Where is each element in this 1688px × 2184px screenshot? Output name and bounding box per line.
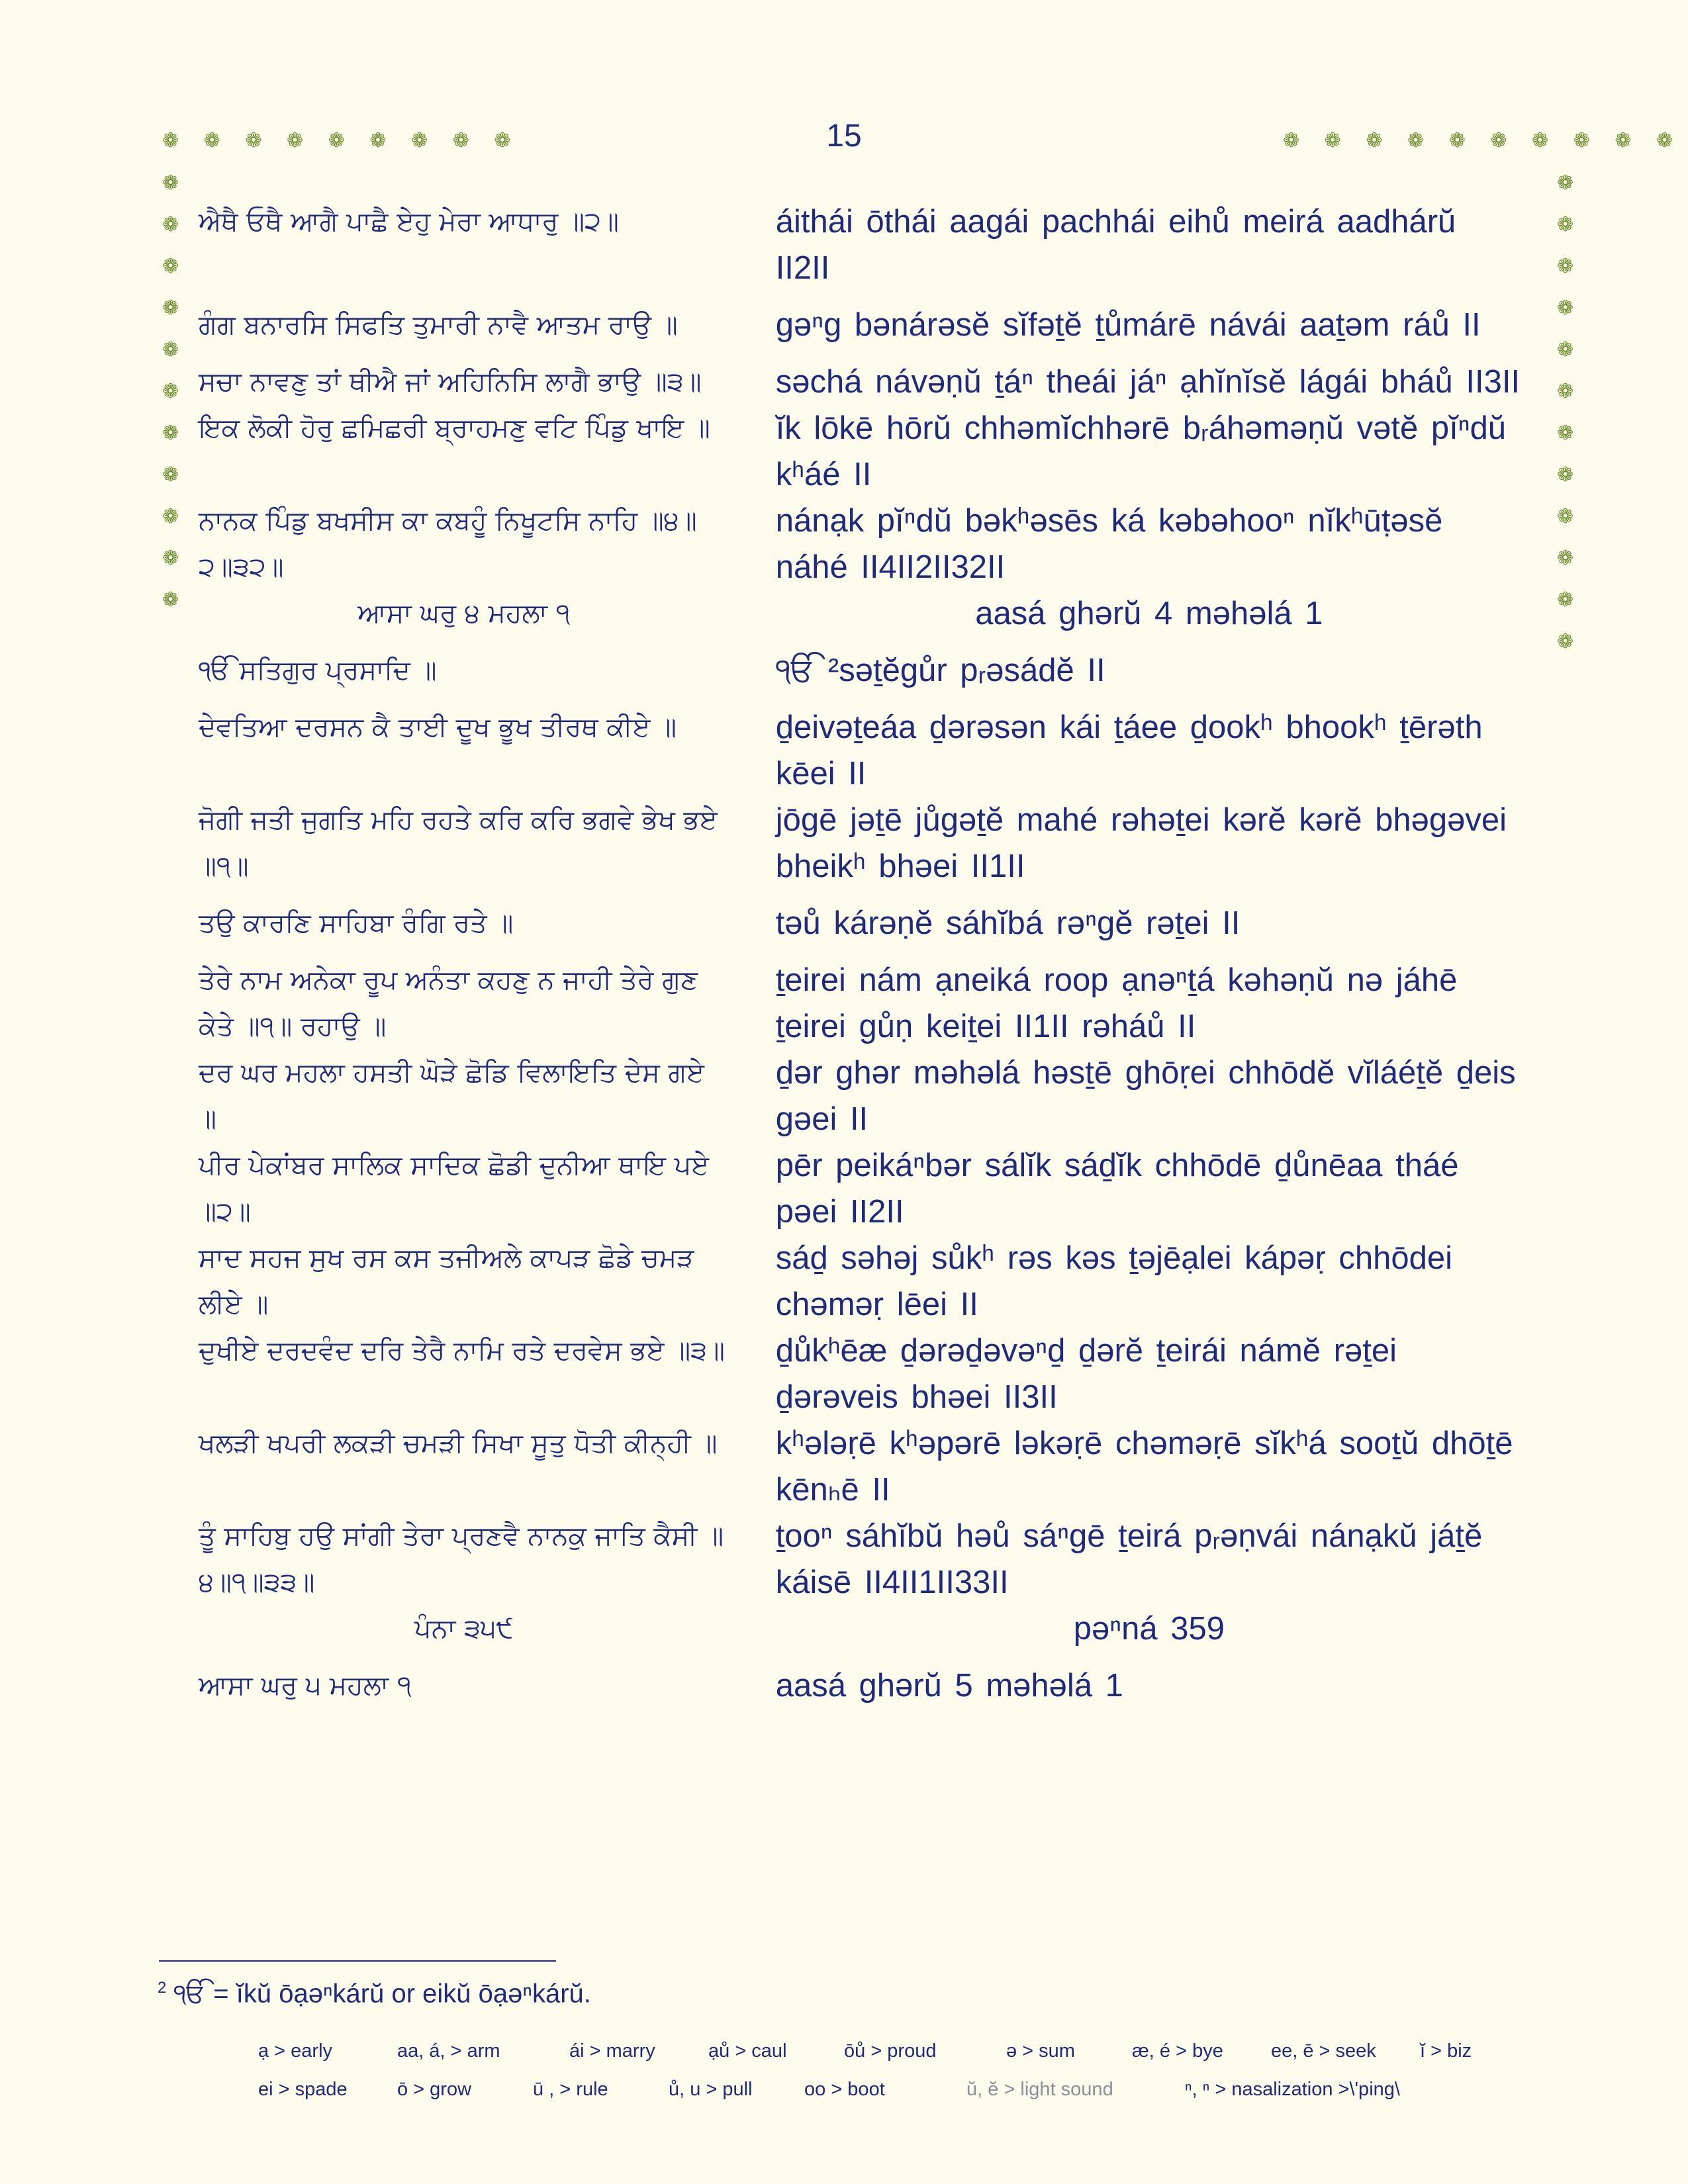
- verse-row: [199, 704, 1523, 797]
- ornament-icon: ❁: [1557, 213, 1574, 236]
- transliteration-text: nánạk pĭⁿdŭ bəkʰəsēs ká kəbəhooⁿ nĭkʰūṭəsĕ náhé II4II2II32II: [775, 503, 1443, 585]
- transliteration-heading: pəⁿná 359: [1073, 1611, 1225, 1647]
- transliteration-text: təů kárəṇĕ sáhĭbá rəⁿgĕ rəṯei II: [775, 905, 1241, 941]
- verse-table: [199, 199, 1523, 1709]
- verse-row: [199, 199, 1523, 291]
- legend-item: ōů > proud: [844, 2040, 937, 2062]
- gurmukhi-text: ਪੀਰ ਪੇਕਾਂਬਰ ਸਾਲਿਕ ਸਾਦਿਕ ਛੋਡੀ ਦੁਨੀਆ ਥਾਇ ਪਏ ॥੨॥: [199, 1150, 710, 1227]
- ornament-icon: ❁: [162, 255, 179, 278]
- ornament-row-top-left: ❁ ❁ ❁ ❁ ❁ ❁ ❁ ❁ ❁: [162, 129, 520, 152]
- transliteration-text: səchá návəṇŭ ṯáⁿ theái jáⁿ ạhĭnĭsĕ lágái bháů II3II: [775, 364, 1521, 400]
- transliteration-text: ḏər ghər məhəlá həsṯē ghōṛei chhōdĕ vĭláéṯĕ ḏeis gəei II: [775, 1055, 1516, 1137]
- legend-item: ū , > rule: [533, 2078, 608, 2100]
- transliteration-text: ṯooⁿ sáhĭbŭ həů sáⁿgē ṯeirá pᵣəṇvái nánạkŭ jáṯĕ káisē II4II1II33II: [775, 1518, 1483, 1600]
- legend-item: ĭ > biz: [1420, 2040, 1472, 2062]
- legend-item: ⁿ, ⁿ > nasalization >\'ping\: [1185, 2078, 1400, 2100]
- ornament-icon: ❁: [1557, 296, 1574, 320]
- ornament-icon: ❁: [1557, 380, 1574, 403]
- ornament-icon: ❁: [162, 505, 179, 528]
- gurmukhi-text: ਤੇਰੇ ਨਾਮ ਅਨੇਕਾ ਰੂਪ ਅਨੰਤਾ ਕਹਣੁ ਨ ਜਾਹੀ ਤੇਰੇ ਗੁਣ ਕੇਤੇ ॥੧॥ ਰਹਾਉ ॥: [199, 965, 698, 1042]
- ornament-icon: ❁: [1557, 505, 1574, 528]
- ornament-icon: ❁: [162, 213, 179, 236]
- transliteration-text: ĭk lōkē hōrŭ chhəmĭchhərē bᵣáhəməṇŭ vətĕ pĭⁿdŭ kʰáé II: [775, 410, 1507, 492]
- transliteration-text: kʰələṛē kʰəpərē ləkəṛē chəməṛē sĭkʰá sooṯŭ dhōṯē kēnₕē II: [775, 1426, 1513, 1508]
- verse-row: [199, 1142, 1523, 1235]
- transliteration-text: jōgē jəṯē jůgəṯĕ mahé rəhəṯei kərĕ kərĕ bhəgəvei bheikʰ bhəei II1II: [775, 802, 1507, 884]
- gurmukhi-text: ਸਚਾ ਨਾਵਣੁ ਤਾਂ ਥੀਐ ਜਾਂ ਅਹਿਨਿਸਿ ਲਾਗੈ ਭਾਉ ॥੩॥: [199, 367, 702, 397]
- ornament-icon: ❁: [162, 380, 179, 403]
- verse-row: [199, 302, 1523, 348]
- gurmukhi-text: ਆਸਾ ਘਰੁ ੫ ਮਹਲਾ ੧: [199, 1670, 412, 1701]
- ornament-icon: ❁: [162, 296, 179, 320]
- verse-row: [199, 900, 1523, 946]
- footnote: [158, 1979, 591, 2009]
- legend-item: ạů > caul: [708, 2040, 787, 2062]
- verse-row: [199, 647, 1523, 694]
- gurmukhi-text: ਜੋਗੀ ਜਤੀ ਜੁਗਤਿ ਮਹਿ ਰਹਤੇ ਕਰਿ ਕਰਿ ਭਗਵੇ ਭੇਖ ਭਏ ॥੧॥: [199, 805, 718, 882]
- verse-row: [199, 1328, 1523, 1420]
- transliteration-text: ṯeirei nám ạneiká roop ạnəⁿṯá kəhəṇŭ nə jáhē ṯeirei gůṇ keiṯei II1II rəháů II: [775, 962, 1458, 1044]
- transliteration-text: ḏůkʰēæ ḏərəḏəvəⁿḏ ḏərĕ ṯeirái námĕ rəṯei ḏərəveis bhəei II3II: [775, 1333, 1397, 1415]
- ornament-row-top-right: ❁ ❁ ❁ ❁ ❁ ❁ ❁ ❁ ❁ ❁: [1283, 129, 1683, 152]
- section-heading-row: [199, 590, 1523, 637]
- ornament-icon: ❁: [162, 463, 179, 486]
- ornament-icon: ❁: [1557, 255, 1574, 278]
- ornament-icon: ❁: [162, 547, 179, 570]
- gurmukhi-text: ਐਥੈ ਓਥੈ ਆਗੈ ਪਾਛੈ ਏਹੁ ਮੇਰਾ ਆਧਾਰੁ ॥੨॥: [199, 206, 619, 237]
- transliteration-text: sáḏ səhəj sůkʰ rəs kəs ṯəjēạlei kápəṛ chhōdei chəməṛ lēei II: [775, 1240, 1452, 1322]
- legend-row: [258, 2070, 1529, 2109]
- legend-item: ei > spade: [258, 2078, 348, 2100]
- gurmukhi-heading: ਆਸਾ ਘਰੁ ੪ ਮਹਲਾ ੧: [357, 598, 571, 629]
- ornament-icon: ❁: [1557, 463, 1574, 486]
- gurmukhi-text: ਦੇਵਤਿਆ ਦਰਸਨ ਕੈ ਤਾਈ ਦੂਖ ਭੂਖ ਤੀਰਥ ਕੀਏ ॥: [199, 712, 677, 743]
- legend-item: ạ > early: [258, 2040, 333, 2062]
- legend-item: ŭ, ĕ > light sound: [966, 2078, 1113, 2100]
- transliteration-text: gəⁿg bənárəsĕ sĭfəṯĕ ṯůmárē návái aaṯəm ráů II: [775, 307, 1481, 343]
- transliteration-text: pēr peikáⁿbər sálĭk sáḏĭk chhōdē ḏůnēaa tháé pəei II2II: [775, 1148, 1459, 1230]
- verse-row: [199, 797, 1523, 889]
- verse-row: [199, 498, 1523, 590]
- gurmukhi-heading: ਪੰਨਾ ੩੫੯: [414, 1614, 514, 1644]
- ornament-icon: ❁: [1557, 588, 1574, 612]
- gurmukhi-text: ਤੂੰ ਸਾਹਿਬੁ ਹਉ ਸਾਂਗੀ ਤੇਰਾ ਪ੍ਰਣਵੈ ਨਾਨਕੁ ਜਾਤਿ ਕੈਸੀ ॥੪॥੧॥੩੩॥: [199, 1521, 724, 1598]
- legend-item: ee, ē > seek: [1271, 2040, 1376, 2062]
- verse-row: [199, 405, 1523, 498]
- gurmukhi-text: ਇਕ ਲੋਕੀ ਹੋਰੁ ਛਮਿਛਰੀ ਬ੍ਰਾਹਮਣੁ ਵਟਿ ਪਿੰਡੁ ਖਾਇ ॥: [199, 413, 710, 443]
- footnote-divider: [159, 1960, 556, 1962]
- legend-row: [258, 2032, 1529, 2070]
- legend-item: ō > grow: [397, 2078, 472, 2100]
- verse-row: [199, 1050, 1523, 1142]
- legend-item: aa, á, > arm: [397, 2040, 500, 2062]
- footnote-marker: 2: [158, 1979, 167, 1997]
- ornament-icon: ❁: [1557, 338, 1574, 361]
- transliteration-text: aasá ghərŭ 5 məhəlá 1: [775, 1668, 1123, 1704]
- page-number: 15: [826, 118, 862, 154]
- verse-row: [199, 957, 1523, 1050]
- gurmukhi-text: ਦੁਖੀਏ ਦਰਦਵੰਦ ਦਰਿ ਤੇਰੈ ਨਾਮਿ ਰਤੇ ਦਰਵੇਸ ਭਏ ॥੩॥: [199, 1336, 725, 1366]
- ornament-icon: ❁: [162, 338, 179, 361]
- gurmukhi-text: ਤਉ ਕਾਰਣਿ ਸਾਹਿਬਾ ਰੰਗਿ ਰਤੇ ॥: [199, 908, 514, 938]
- verse-row: [199, 1513, 1523, 1606]
- footnote-text: ੴ = ĭkŭ ōạəⁿkárŭ or eikŭ ōạəⁿkárŭ.: [173, 1979, 591, 2009]
- legend-item: ái > marry: [569, 2040, 655, 2062]
- transliteration-heading: aasá ghərŭ 4 məhəlá 1: [975, 596, 1323, 631]
- verse-row: [199, 1235, 1523, 1328]
- ornament-icon: ❁: [1557, 422, 1574, 445]
- ornament-column-left: [162, 173, 179, 610]
- ornament-icon: ❁: [1557, 547, 1574, 570]
- gurmukhi-text: ਖਲੜੀ ਖਪਰੀ ਲਕੜੀ ਚਮੜੀ ਸਿਖਾ ਸੂਤੁ ਧੋਤੀ ਕੀਨ੍ਹੀ ॥: [199, 1428, 718, 1459]
- gurmukhi-text: ਦਰ ਘਰ ਮਹਲਾ ਹਸਤੀ ਘੋੜੇ ਛੋਡਿ ਵਿਲਾਇਤਿ ਦੇਸ ਗਏ ॥: [199, 1058, 704, 1134]
- transliteration-text: ੴ ²səṯĕgůr pᵣəsádĕ II: [775, 653, 1105, 688]
- gurmukhi-text: ੴ ਸਤਿਗੁਰ ਪ੍ਰਸਾਦਿ ॥: [199, 655, 437, 686]
- page-reference-row: [199, 1606, 1523, 1652]
- ornament-icon: ❁: [1557, 630, 1574, 653]
- legend-item: ů, u > pull: [669, 2078, 753, 2100]
- gurmukhi-text: ਸਾਦ ਸਹਜ ਸੁਖ ਰਸ ਕਸ ਤਜੀਅਲੇ ਕਾਪੜ ਛੋਡੇ ਚਮੜ ਲੀਏ ॥: [199, 1243, 694, 1320]
- legend-item: ə > sum: [1006, 2040, 1075, 2062]
- verse-row: [199, 1662, 1523, 1709]
- pronunciation-legend: [258, 2032, 1529, 2109]
- ornament-icon: ❁: [162, 422, 179, 445]
- legend-item: oo > boot: [804, 2078, 885, 2100]
- gurmukhi-text: ਨਾਨਕ ਪਿੰਡੁ ਬਖਸੀਸ ਕਾ ਕਬਹੂੰ ਨਿਖੂਟਸਿ ਨਾਹਿ ॥੪॥੨॥੩੨॥: [199, 506, 697, 582]
- transliteration-text: ḏeivəṯeáa ḏərəsən kái ṯáee ḏookʰ bhookʰ ṯērəth kēei II: [775, 709, 1483, 792]
- ornament-icon: ❁: [162, 588, 179, 612]
- ornament-column-right: [1557, 173, 1573, 652]
- verse-row: [199, 1420, 1523, 1513]
- ornament-icon: ❁: [162, 171, 179, 195]
- transliteration-text: áithái ōthái aagái pachhái eihů meirá aadhárŭ II2II: [775, 204, 1456, 286]
- verse-row: [199, 359, 1523, 405]
- ornament-icon: ❁: [1557, 171, 1574, 195]
- gurmukhi-text: ਗੰਗ ਬਨਾਰਸਿ ਸਿਫਤਿ ਤੁਮਾਰੀ ਨਾਵੈ ਆਤਮ ਰਾਉ ॥: [199, 310, 678, 340]
- legend-item: æ, é > bye: [1132, 2040, 1223, 2062]
